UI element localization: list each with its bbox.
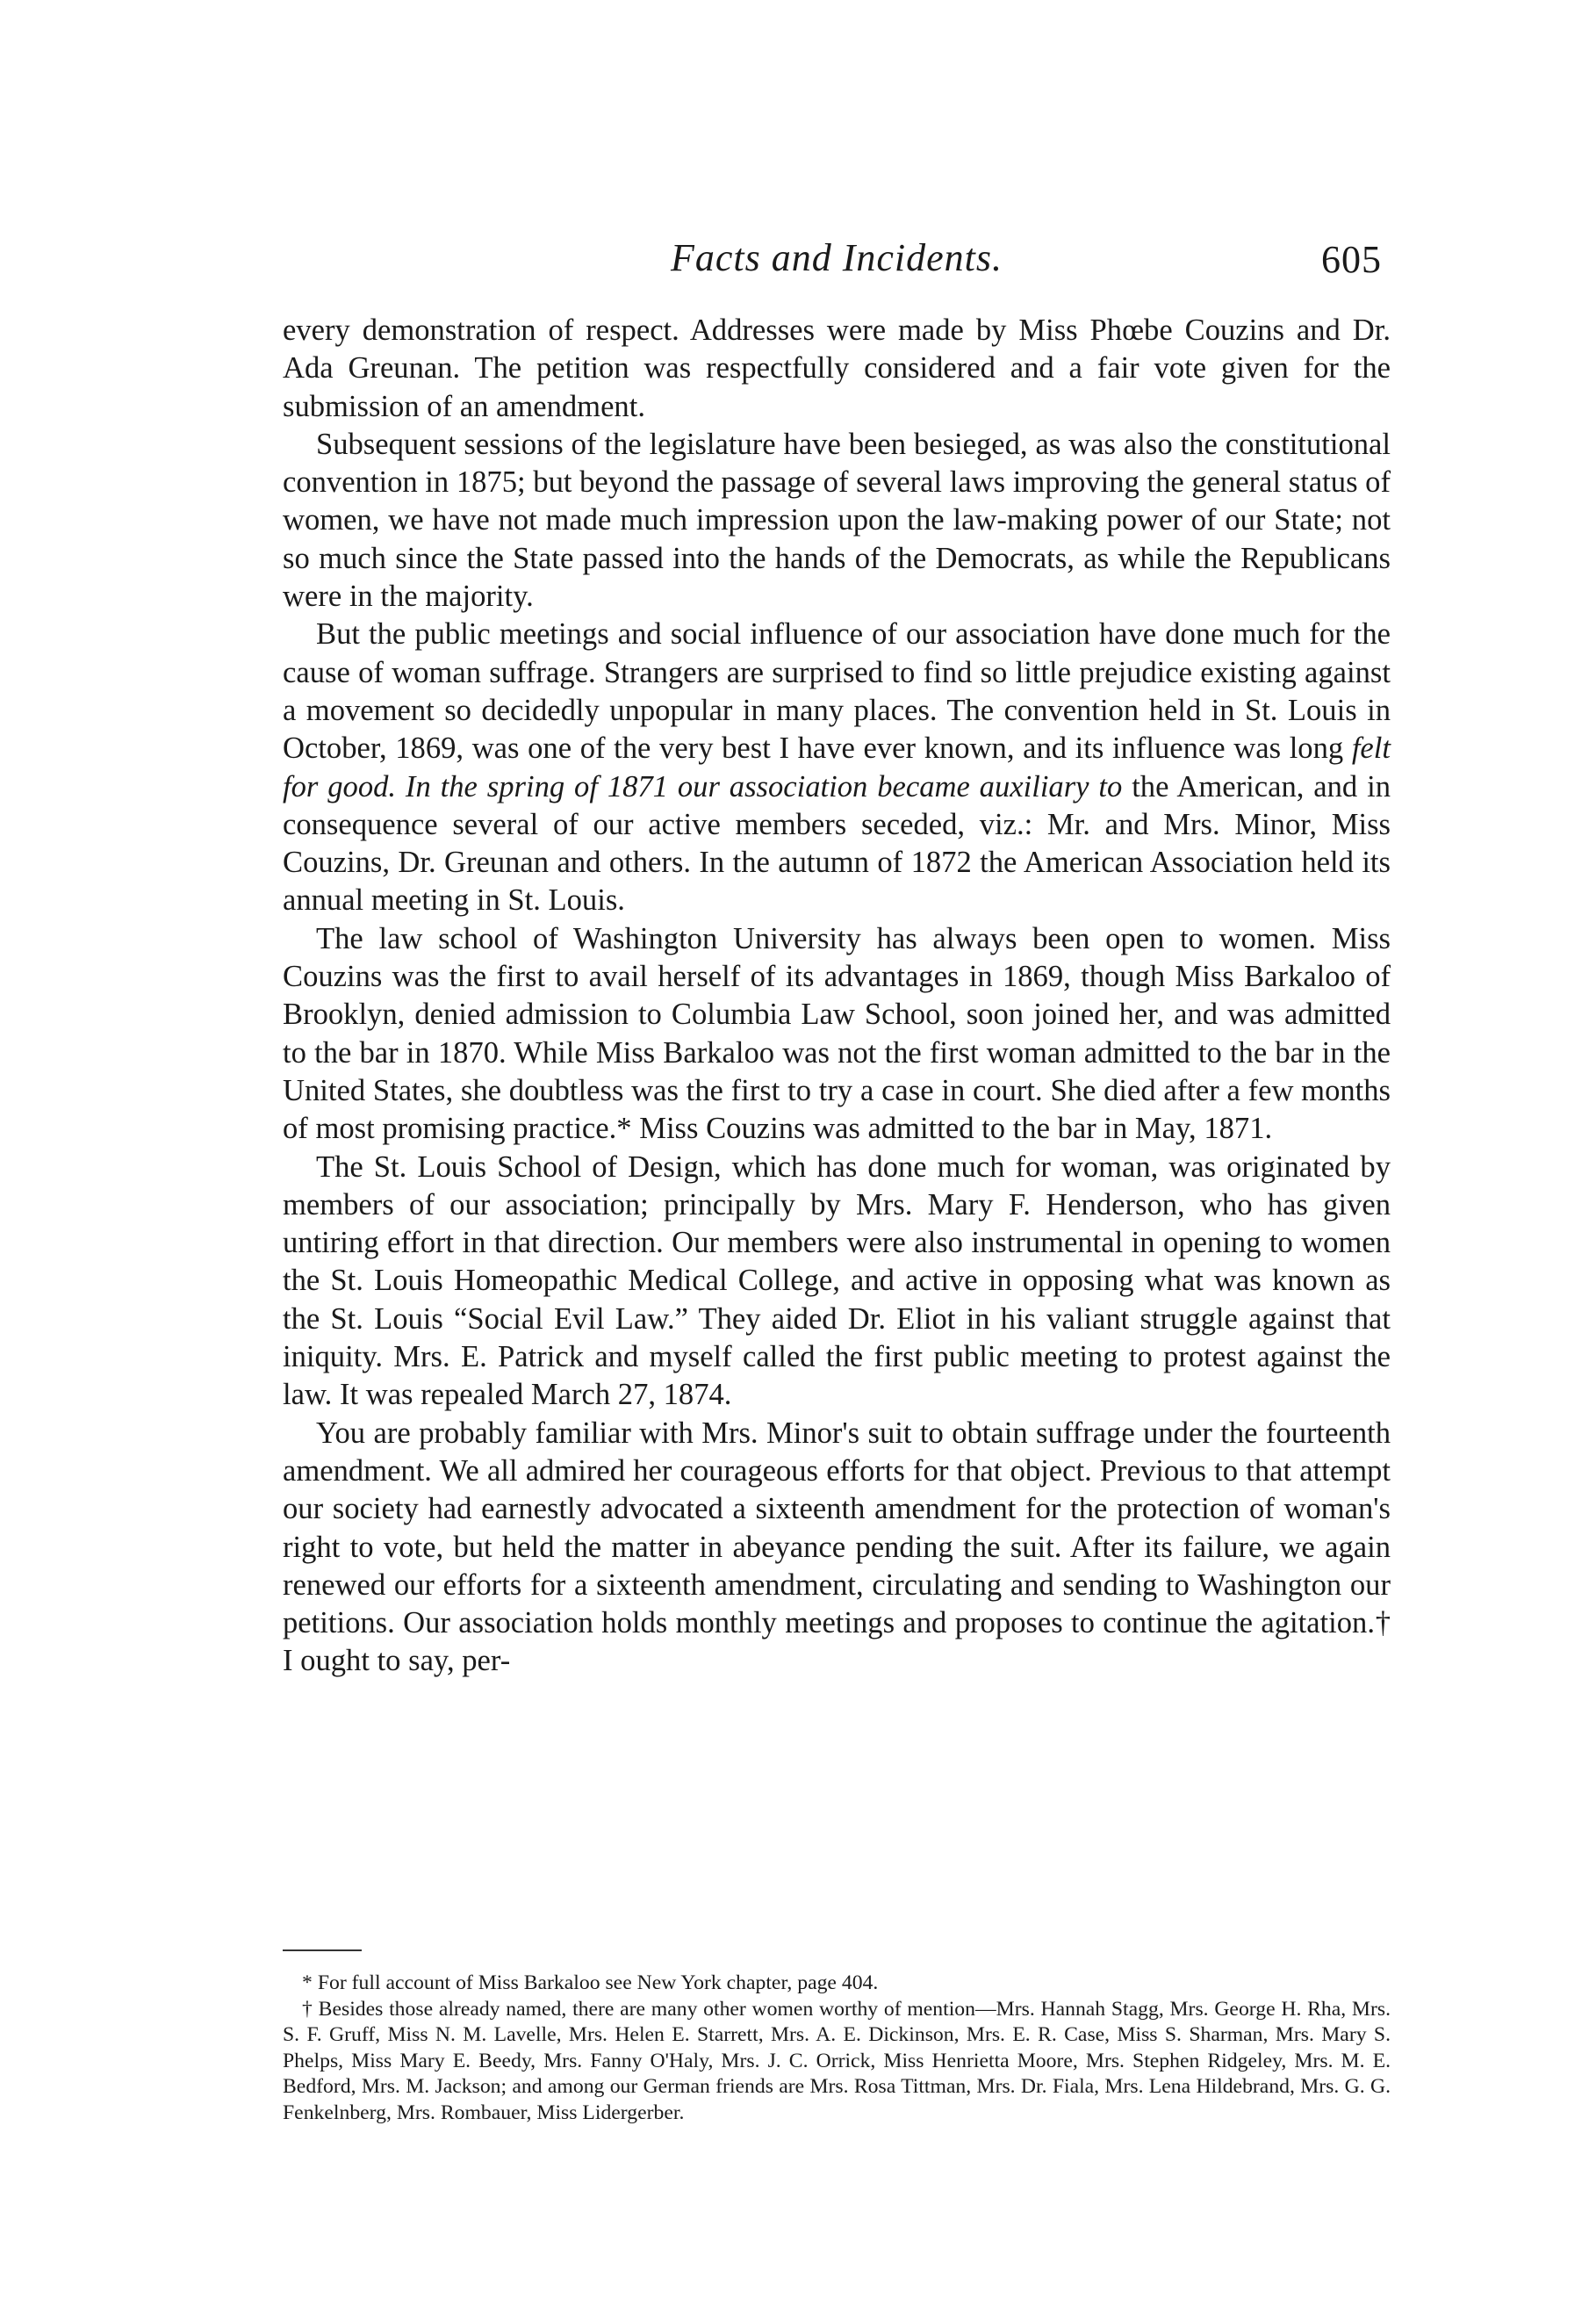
paragraph-3-part-a: But the public meetings and social influence of our association have done much for the cause of woman suffrage. Strangers are surprised to find so little prejudice existing against a movement so decidedly unpopular in many places. The convention held in St. Louis in October, 1869, was one of the very best I have ever known, and its influence was long [283, 617, 1391, 766]
footnote-2-mark: † [302, 1997, 313, 2021]
page-number: 605 [1321, 238, 1382, 281]
body-text [283, 312, 1391, 1681]
footnote-2-text: Besides those already named, there are many other women worthy of mention—Mrs. Hannah Stagg, Mrs. George H. Rha, Mrs. S. F. Gruff, Miss N. M. Lavelle, Mrs. Helen E. Starrett, Mrs. A. E. Dickinson, Mrs. E. R. Case, Miss S. Sharman, Mrs. Mary S. Phelps, Miss Mary E. Beedy, Mrs. Fanny O'Haly, Mrs. J. C. Orrick, Miss Henrietta Moore, Mrs. Stephen Ridgeley, Mrs. M. E. Bedford, Mrs. M. Jackson; and among our German friends are Mrs. Rosa Tittman, Mrs. Dr. Fiala, Mrs. Lena Hildebrand, Mrs. G. G. Fenkelnberg, Mrs. Rombauer, Miss Lidergerber. [283, 1997, 1391, 2124]
footnote-2 [283, 1997, 1391, 2127]
footnote-1-mark: * [302, 1971, 313, 1994]
footnote-rule [283, 1949, 362, 1951]
running-head [283, 230, 1391, 283]
paragraph-3-part-b: the American, and in consequence several of our active members seceded, viz.: Mr. and Mrs. Minor, Miss Couzins, Dr. Greunan and others. In the autumn of 1872 the American Association held its annual meeting in St. Louis. [283, 769, 1391, 918]
paragraph-3 [283, 616, 1391, 919]
paragraph-4: The law school of Washington University has always been open to women. Miss Couzins was the first to avail herself of its advantages in 1869, though Miss Barkaloo of Brooklyn, denied admission to Columbia Law School, soon joined her, and was admitted to the bar in 1870. While Miss Barkaloo was not the first woman admitted to the bar in the United States, she doubtless was the first to try a case in court. She died after a few months of most promising practice.* Miss Couzins was admitted to the bar in May, 1871. [283, 921, 1391, 1146]
paragraph-2: Subsequent sessions of the legislature have been besieged, as was also the constitutional convention in 1875; but beyond the passage of several laws improving the general status of women, we have not made much impression upon the law-making power of our State; not so much since the State passed into the hands of the Democrats, as while the Republicans were in the majority. [283, 427, 1391, 614]
footnote-1-text: For full account of Miss Barkaloo see New York chapter, page 404. [317, 1971, 879, 1994]
paragraph-3-italic: felt for good. In the spring of 1871 our association became auxiliary to [283, 731, 1391, 803]
paragraph-6: You are probably familiar with Mrs. Minor's suit to obtain suffrage under the fourteenth amendment. We all admired her courageous efforts for that object. Previous to that attempt our society had earnestly advocated a sixteenth amendment for the protection of woman's right to vote, but held the matter in abeyance pending the suit. After its failure, we again renewed our efforts for a sixteenth amendment, circulating and sending to Washington our petitions. Our association holds monthly meetings and proposes to continue the agitation.† I ought to say, per- [283, 1416, 1391, 1678]
running-title: Facts and Incidents. [670, 236, 1003, 279]
footnote-1 [283, 1971, 1391, 1997]
paragraph-1: every demonstration of respect. Addresses were made by Miss Phœbe Couzins and Dr. Ada Greunan. The petition was respectfully considered and a fair vote given for the submission of an amendment. [283, 313, 1391, 423]
footnotes [283, 1971, 1391, 2126]
paragraph-5: The St. Louis School of Design, which has done much for woman, was originated by members of our association; principally by Mrs. Mary F. Henderson, who has given untiring effort in that direction. Our members were also instrumental in opening to women the St. Louis Homeopathic Medical College, and active in opposing what was known as the St. Louis “Social Evil Law.” They aided Dr. Eliot in his valiant struggle against that iniquity. Mrs. E. Patrick and myself called the first public meeting to protest against the law. It was repealed March 27, 1874. [283, 1149, 1391, 1412]
